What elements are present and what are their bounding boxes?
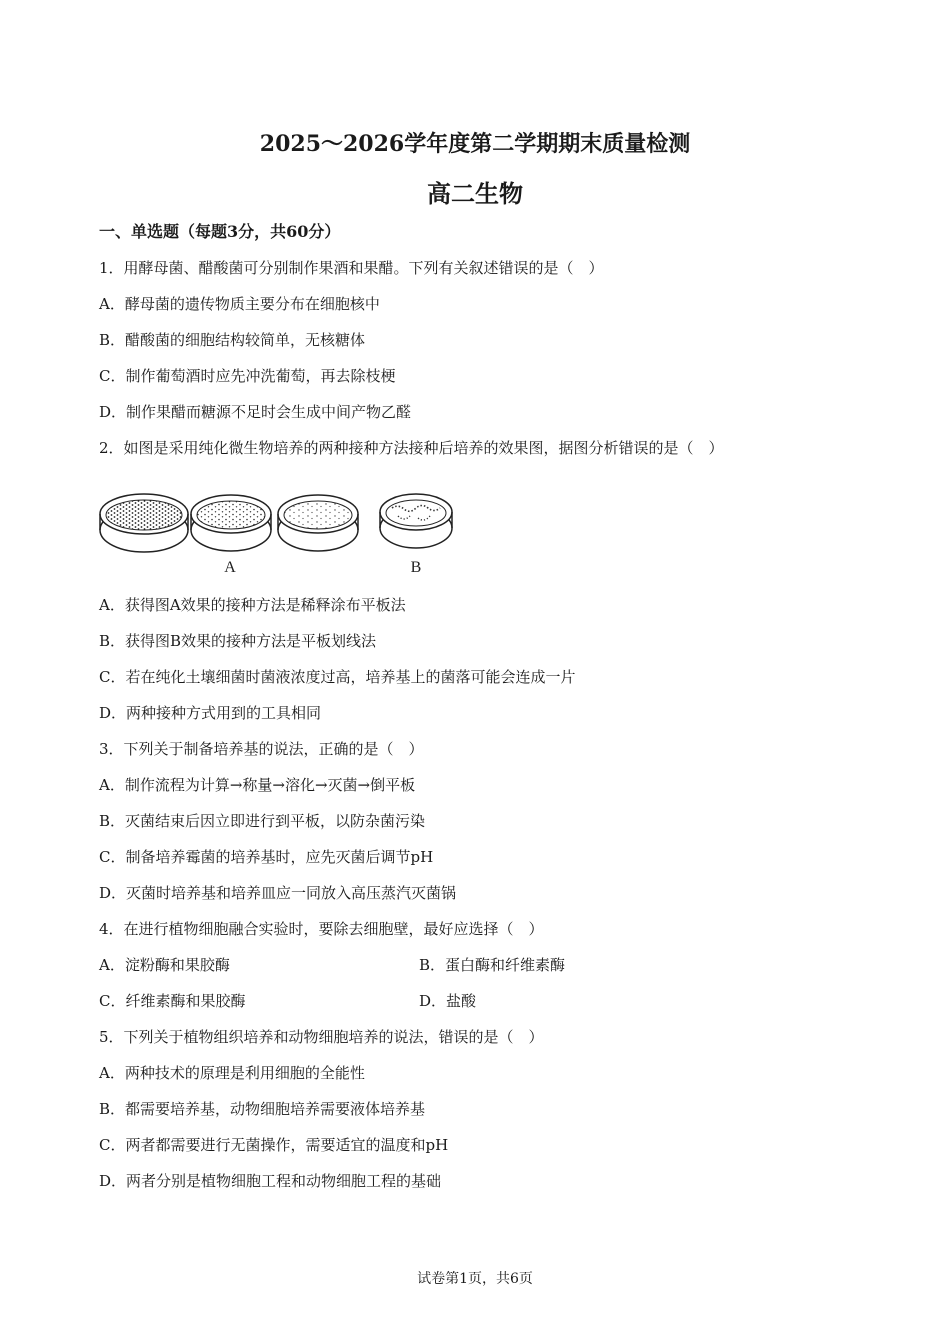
petri-dish-figure <box>98 478 468 578</box>
petri-dish-1 <box>100 494 188 552</box>
question-1-option-d: D．制作果醋而糖源不足时会生成中间产物乙醛 <box>99 403 412 421</box>
question-4-option-b: B．蛋白酶和纤维素酶 <box>419 956 566 974</box>
question-5-option-d: D．两者分别是植物细胞工程和动物细胞工程的基础 <box>99 1172 442 1190</box>
question-2-option-a: A．获得图A效果的接种方法是稀释涂布平板法 <box>99 596 406 614</box>
question-1-option-b: B．醋酸菌的细胞结构较简单，无核糖体 <box>99 331 366 349</box>
question-5-option-b: B．都需要培养基，动物细胞培养需要液体培养基 <box>99 1100 426 1118</box>
question-1-stem: 1．用酵母菌、醋酸菌可分别制作果酒和果醋。下列有关叙述错误的是（ ） <box>99 259 604 277</box>
subject-title: 高二生物 <box>427 179 523 208</box>
figure-label-a: A <box>224 559 236 576</box>
question-3-option-b: B．灭菌结束后因立即进行到平板，以防杂菌污染 <box>99 812 426 830</box>
question-4-option-c: C．纤维素酶和果胶酶 <box>99 992 246 1010</box>
question-3-option-d: D．灭菌时培养基和培养皿应一同放入高压蒸汽灭菌锅 <box>99 884 457 902</box>
question-1-option-a: A．酵母菌的遗传物质主要分布在细胞核中 <box>99 295 380 313</box>
page-footer: 试卷第1页，共6页 <box>417 1271 533 1287</box>
figure-label-b: B <box>410 559 422 576</box>
question-2-option-c: C．若在纯化土壤细菌时菌液浓度过高，培养基上的菌落可能会连成一片 <box>99 668 576 686</box>
question-3-stem: 3．下列关于制备培养基的说法，正确的是（ ） <box>99 740 424 758</box>
petri-dish-3 <box>278 495 358 551</box>
section-heading: 一、单选题（每题3分，共60分） <box>99 222 341 241</box>
question-3-option-c: C．制备培养霉菌的培养基时，应先灭菌后调节pH <box>99 848 434 866</box>
question-2-option-d: D．两种接种方式用到的工具相同 <box>99 704 322 722</box>
question-4-option-a: A．淀粉酶和果胶酶 <box>99 956 230 974</box>
question-2-stem: 2．如图是采用纯化微生物培养的两种接种方法接种后培养的效果图，据图分析错误的是（ ） <box>99 439 724 457</box>
exam-title: 2025～2026学年度第二学期期末质量检测 <box>259 131 691 157</box>
question-5-stem: 5．下列关于植物组织培养和动物细胞培养的说法，错误的是（ ） <box>99 1028 544 1046</box>
question-3-option-a: A．制作流程为计算→称量→溶化→灭菌→倒平板 <box>99 776 416 794</box>
petri-dish-2 <box>191 495 271 551</box>
question-2-option-b: B．获得图B效果的接种方法是平板划线法 <box>99 632 377 650</box>
question-5-option-c: C．两者都需要进行无菌操作，需要适宜的温度和pH <box>99 1136 449 1154</box>
question-5-option-a: A．两种技术的原理是利用细胞的全能性 <box>99 1064 365 1082</box>
question-4-stem: 4．在进行植物细胞融合实验时，要除去细胞壁，最好应选择（ ） <box>99 920 544 938</box>
question-4-option-d: D．盐酸 <box>419 992 477 1010</box>
question-1-option-c: C．制作葡萄酒时应先冲洗葡萄，再去除枝梗 <box>99 367 396 385</box>
petri-dish-4-streak <box>380 494 452 548</box>
